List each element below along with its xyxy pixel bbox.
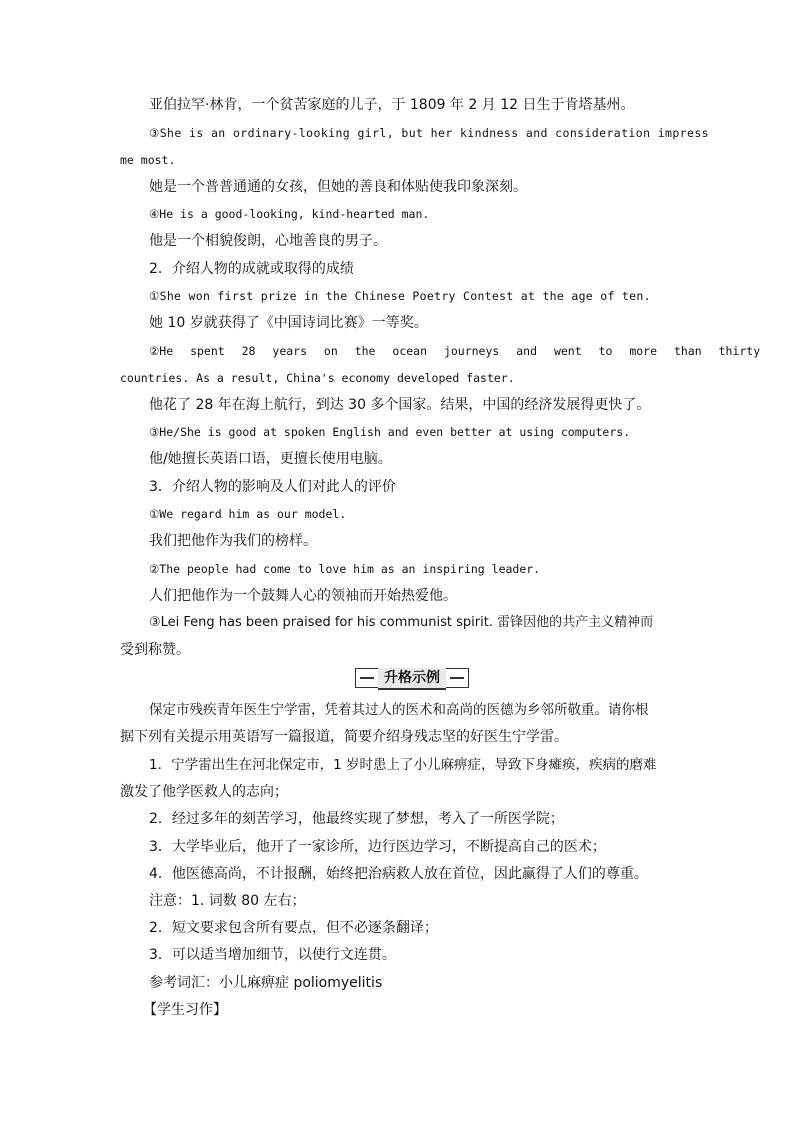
text-line: 他是一个相貌俊朗，心地善良的男子。 [149,233,387,249]
note-line: 3．可以适当增加细节，以使行文连贯。 [149,947,396,963]
badge-label: 升格示例 [378,668,446,690]
text-line: 我们把他作为我们的榜样。 [149,533,317,549]
text-line: 他/她擅长英语口语，更擅长使用电脑。 [149,451,392,467]
note-line: 2．短文要求包含所有要点，但不必逐条翻译； [149,920,438,936]
text-line: ①She won first prize in the Chinese Poetry Contest at the age of ten. [149,289,651,303]
text-line: 人们把他作为一个鼓舞人心的领袖而开始热爱他。 [149,588,457,604]
badge-line-left [360,677,374,679]
list-item: 1．宁学雷出生在河北保定市，1 岁时患上了小儿麻痹症，导致下身瘫痪，疾病的磨难 [149,757,657,773]
vocabulary-line: 参考词汇：小儿麻痹症 poliomyelitis [149,975,383,991]
text-line: countries. As a result, China's economy developed faster. [120,371,515,385]
section-badge [355,668,469,688]
text-line: ①We regard him as our model. [149,507,347,521]
text-line: ③She is an ordinary-looking girl, but her kindness and consideration impress [149,126,709,140]
text-line: me most. [120,153,176,167]
section-heading: 2．介绍人物的成就或取得的成绩 [149,261,354,277]
text-line: 受到称赞。 [120,642,190,658]
list-item: 2．经过多年的刻苦学习，他最终实现了梦想，考入了一所医学院； [149,811,564,827]
text-line: 他花了 28 年在海上航行，到达 30 多个国家。结果，中国的经济发展得更快了。 [149,397,651,413]
list-item-continued: 激发了他学医救人的志向； [120,784,288,800]
list-item: 4．他医德高尚，不计报酬，始终把治病救人放在首位，因此赢得了人们的尊重。 [149,866,648,882]
text-line: ②He spent 28 years on the ocean journeys and went to more than thirty [149,344,761,358]
text-line: 亚伯拉罕·林肯，一个贫苦家庭的儿子，于 1809 年 2 月 12 日生于肯塔基州。 [149,97,635,113]
list-item: 3．大学毕业后，他开了一家诊所，边行医边学习，不断提高自己的医术； [149,839,606,855]
text-line: ②The people had come to love him as an inspiring leader. [149,562,541,576]
section-heading: 3．介绍人物的影响及人们对此人的评价 [149,479,396,495]
text-line: 保定市残疾青年医生宁学雷，凭着其过人的医术和高尚的医德为乡邻所敬重。请你根 [149,702,649,718]
text-line: 据下列有关提示用英语写一篇报道，简要介绍身残志坚的好医生宁学雷。 [120,729,568,745]
text-line: ③Lei Feng has been praised for his communist spirit. 雷锋因他的共产主义精神而 [149,615,654,630]
text-line: 她是一个普普通通的女孩，但她的善良和体贴使我印象深刻。 [149,179,527,195]
note-line: 注意：1. 词数 80 左右； [149,893,306,909]
text-line: ③He/She is good at spoken English and even better at using computers. [149,425,631,439]
text-line: 她 10 岁就获得了《中国诗词比赛》一等奖。 [149,315,428,331]
badge-line-right [450,677,464,679]
text-line: ④He is a good-looking, kind-hearted man. [149,207,430,221]
student-essay-heading: 【学生习作】 [143,1002,227,1018]
